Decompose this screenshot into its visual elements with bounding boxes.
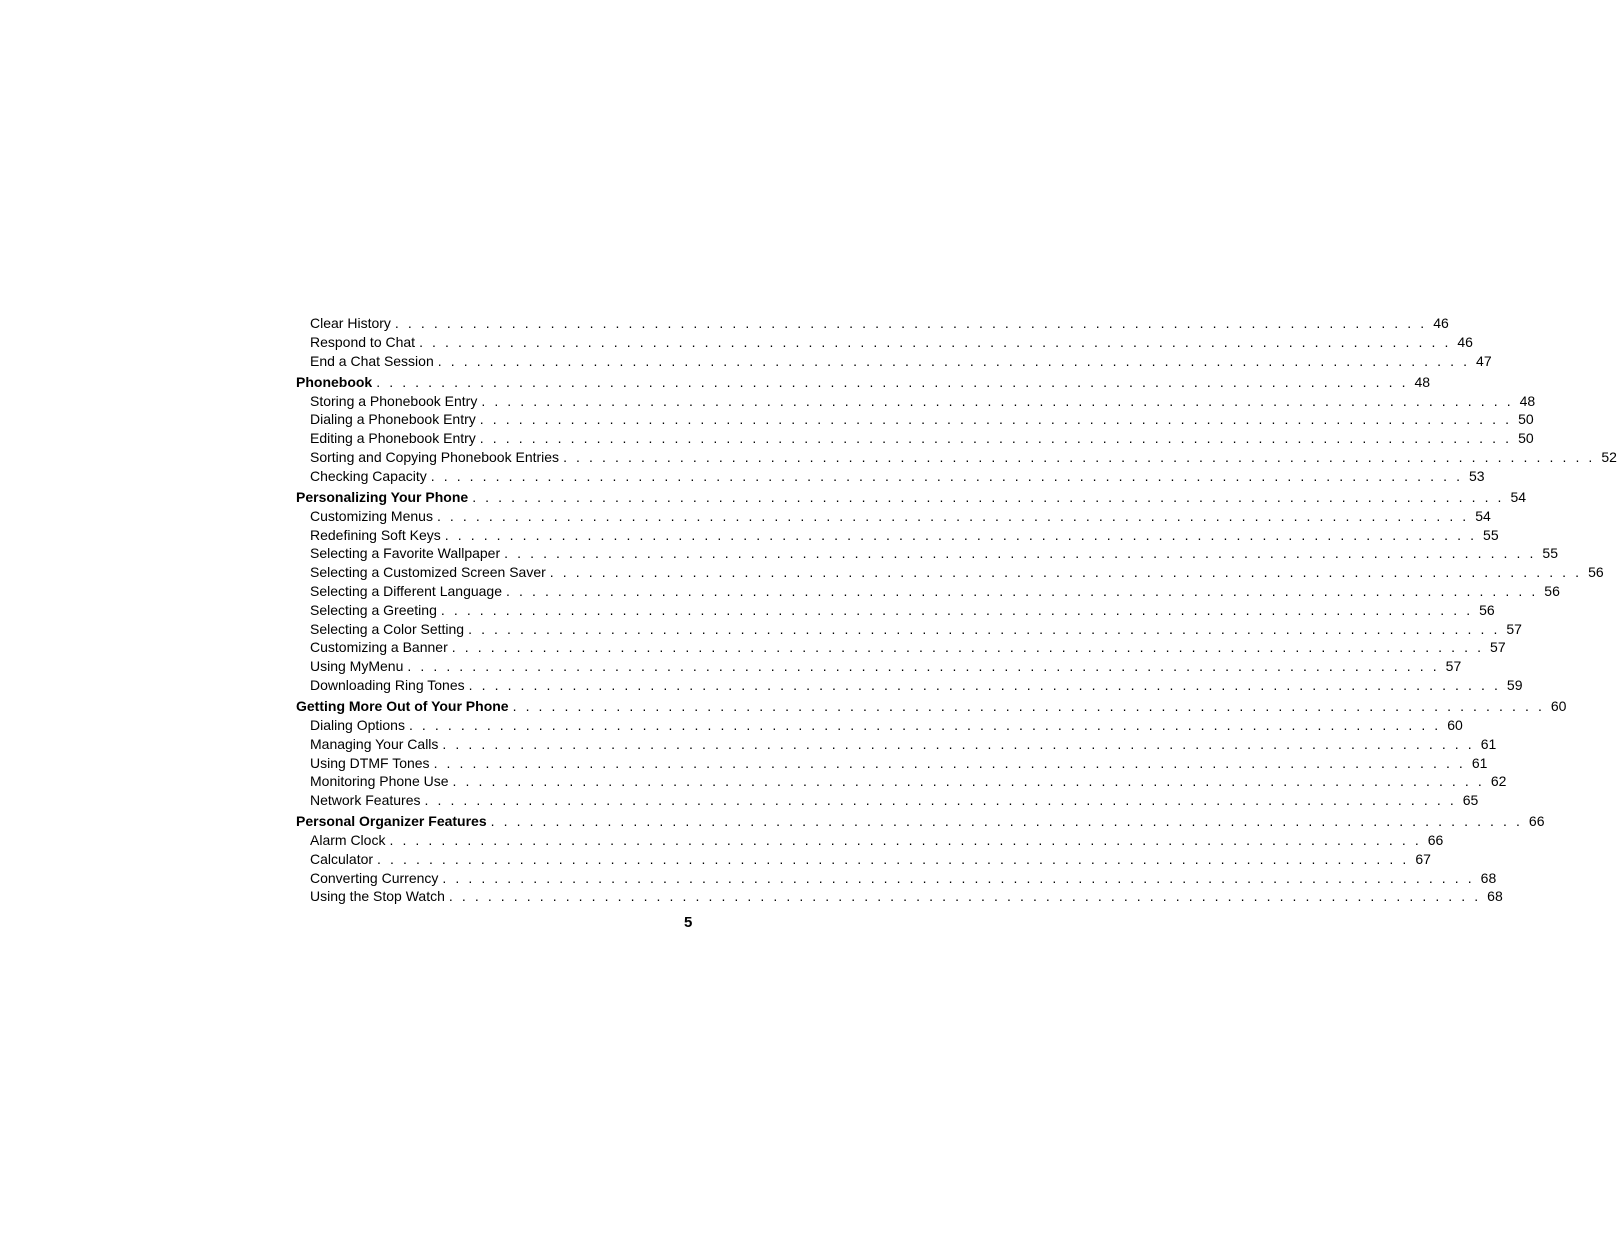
toc-entry-title: Dialing a Phonebook Entry [310,411,476,428]
toc-entry[interactable] [296,467,1485,486]
toc-entry-title: Sorting and Copying Phonebook Entries [310,448,560,465]
toc-entry[interactable] [296,638,1506,657]
toc-entry-page: 68 [1487,888,1503,905]
dot-leader: . . . . . . . . . . . . . . . . . . . . . . . . . . . . . . . . . . . . . . . . . . . . . . . . . . . . . . . . . . . . . . . . . . . . . . . . . . . . . . . . [437,352,1470,369]
toc-entry-page: 60 [1447,716,1463,733]
dot-leader: . . . . . . . . . . . . . . . . . . . . . . . . . . . . . . . . . . . . . . . . . . . . . . . . . . . . . . . . . . . . . . . . . . . . . . . . . . . . . . . . [472,488,1505,505]
toc-entry[interactable] [296,544,1558,563]
toc-entry[interactable] [296,448,1617,467]
table-of-contents [296,314,1617,906]
toc-entry[interactable] [296,735,1497,754]
toc-entry-title: Alarm Clock [310,832,386,849]
toc-entry-page: 48 [1519,392,1536,409]
toc-entry-page: 54 [1510,488,1527,505]
toc-entry-page: 50 [1518,411,1534,428]
toc-entry-title: Selecting a Different Language [310,582,502,599]
dot-leader: . . . . . . . . . . . . . . . . . . . . . . . . . . . . . . . . . . . . . . . . . . . . . . . . . . . . . . . . . . . . . . . . . . . . . . . . . . . . . . . . [436,507,1469,524]
toc-entry-title: Storing a Phonebook Entry [310,392,478,409]
toc-entry-page: 65 [1462,792,1479,809]
toc-entry-page: 55 [1483,526,1499,543]
toc-entry[interactable] [296,887,1503,906]
dot-leader: . . . . . . . . . . . . . . . . . . . . . . . . . . . . . . . . . . . . . . . . . . . . . . . . . . . . . . . . . . . . . . . . . . . . . . . . . . . . . . . . [448,888,1481,905]
dot-leader: . . . . . . . . . . . . . . . . . . . . . . . . . . . . . . . . . . . . . . . . . . . . . . . . . . . . . . . . . . . . . . . . . . . . . . . . . . . . . . . . [433,754,1466,771]
toc-entry[interactable] [296,314,1449,333]
toc-entry-page: 60 [1550,698,1567,715]
toc-entry-page: 62 [1490,773,1507,790]
dot-leader: . . . . . . . . . . . . . . . . . . . . . . . . . . . . . . . . . . . . . . . . . . . . . . . . . . . . . . . . . . . . . . . . . . . . . . . . . . . . . . . . [430,467,1463,484]
toc-entry-title: Using MyMenu [310,658,404,675]
dot-leader: . . . . . . . . . . . . . . . . . . . . . . . . . . . . . . . . . . . . . . . . . . . . . . . . . . . . . . . . . . . . . . . . . . . . . . . . . . . . . . . . [394,315,1427,331]
toc-entry-title: Selecting a Greeting [310,601,437,618]
toc-entry-page: 61 [1471,754,1488,771]
toc-entry-page: 46 [1433,315,1449,331]
toc-entry-title: Redefining Soft Keys [310,526,441,543]
toc-entry-title: Monitoring Phone Use [310,773,449,790]
dot-leader: . . . . . . . . . . . . . . . . . . . . . . . . . . . . . . . . . . . . . . . . . . . . . . . . . . . . . . . . . . . . . . . . . . . . . . . . . . . . . . . . [451,639,1484,656]
toc-entry-page: 61 [1480,735,1497,752]
toc-entry-page: 55 [1542,545,1558,562]
toc-entry-page: 66 [1427,832,1444,849]
toc-entry-title: Managing Your Calls [310,735,439,752]
toc-entry[interactable] [296,772,1507,791]
toc-entry[interactable] [296,676,1523,695]
toc-entry-page: 52 [1601,448,1617,465]
toc-entry-title: Selecting a Customized Screen Saver [310,564,546,581]
dot-leader: . . . . . . . . . . . . . . . . . . . . . . . . . . . . . . . . . . . . . . . . . . . . . . . . . . . . . . . . . . . . . . . . . . . . . . . . . . . . . . . . [506,582,1538,599]
dot-leader: . . . . . . . . . . . . . . . . . . . . . . . . . . . . . . . . . . . . . . . . . . . . . . . . . . . . . . . . . . . . . . . . . . . . . . . . . . . . . . . . [408,716,1441,733]
dot-leader: . . . . . . . . . . . . . . . . . . . . . . . . . . . . . . . . . . . . . . . . . . . . . . . . . . . . . . . . . . . . . . . . . . . . . . . . . . . . . . . . [504,545,1536,562]
toc-entry[interactable] [296,657,1462,676]
toc-entry-title: Downloading Ring Tones [310,676,465,693]
toc-entry-title: Network Features [310,792,421,809]
toc-entry-page: 56 [1588,564,1604,581]
toc-entry[interactable] [296,754,1488,773]
toc-entry-title: Editing a Phonebook Entry [310,430,476,447]
toc-entry[interactable] [296,352,1492,371]
toc-entry-title: Respond to Chat [310,333,416,350]
page-number: 5 [684,914,693,931]
toc-entry-page: 66 [1528,813,1545,830]
toc-entry-page: 59 [1506,676,1523,693]
dot-leader: . . . . . . . . . . . . . . . . . . . . . . . . . . . . . . . . . . . . . . . . . . . . . . . . . . . . . . . . . . . . . . . . . . . . . . . . . . . . . . . . [512,698,1545,715]
toc-entry-title: Personalizing Your Phone [296,488,469,505]
toc-entry-title: Personal Organizer Features [296,813,487,830]
toc-entry-page: 57 [1445,658,1462,675]
toc-entry-page: 67 [1415,850,1431,867]
toc-entry-title: Using the Stop Watch [310,888,445,905]
toc-entry[interactable] [296,620,1522,639]
toc-entry[interactable] [296,392,1536,411]
toc-entry-page: 54 [1475,507,1491,524]
dot-leader: . . . . . . . . . . . . . . . . . . . . . . . . . . . . . . . . . . . . . . . . . . . . . . . . . . . . . . . . . . . . . . . . . . . . . . . . . . . . . . . . [389,832,1422,849]
toc-entry-page: 68 [1480,869,1497,886]
dot-leader: . . . . . . . . . . . . . . . . . . . . . . . . . . . . . . . . . . . . . . . . . . . . . . . . . . . . . . . . . . . . . . . . . . . . . . . . . . . . . . . . [424,792,1457,809]
toc-entry-title: Customizing a Banner [310,639,448,656]
toc-entry-page: 48 [1414,373,1431,390]
toc-entry[interactable] [296,563,1604,582]
dot-leader: . . . . . . . . . . . . . . . . . . . . . . . . . . . . . . . . . . . . . . . . . . . . . . . . . . . . . . . . . . . . . . . . . . . . . . . . . . . . . . . . [452,773,1485,790]
dot-leader: . . . . . . . . . . . . . . . . . . . . . . . . . . . . . . . . . . . . . . . . . . . . . . . . . . . . . . . . . . . . . . . . . . . . . . . . . . . . . . . . [442,735,1475,752]
toc-entry[interactable] [296,601,1495,620]
toc-section-heading[interactable] [296,488,1527,507]
toc-entry[interactable] [296,507,1491,526]
dot-leader: . . . . . . . . . . . . . . . . . . . . . . . . . . . . . . . . . . . . . . . . . . . . . . . . . . . . . . . . . . . . . . . . . . . . . . . . . . . . . . . . [563,448,1595,465]
toc-entry-title: Calculator [310,850,374,867]
toc-section-heading[interactable] [296,697,1567,716]
toc-entry-title: Checking Capacity [310,467,427,484]
toc-entry-page: 53 [1469,467,1485,484]
toc-entry-title: End a Chat Session [310,352,434,369]
toc-entry-page: 50 [1518,430,1534,447]
toc-entry-title: Clear History [310,315,391,331]
dot-leader: . . . . . . . . . . . . . . . . . . . . . . . . . . . . . . . . . . . . . . . . . . . . . . . . . . . . . . . . . . . . . . . . . . . . . . . . . . . . . . . . [468,620,1500,637]
dot-leader: . . . . . . . . . . . . . . . . . . . . . . . . . . . . . . . . . . . . . . . . . . . . . . . . . . . . . . . . . . . . . . . . . . . . . . . . . . . . . . . . [407,658,1440,675]
toc-entry-page: 56 [1544,582,1560,599]
toc-entry[interactable] [296,850,1431,869]
dot-leader: . . . . . . . . . . . . . . . . . . . . . . . . . . . . . . . . . . . . . . . . . . . . . . . . . . . . . . . . . . . . . . . . . . . . . . . . . . . . . . . . [442,869,1475,886]
toc-entry-page: 57 [1490,639,1506,656]
toc-entry[interactable] [296,869,1497,888]
dot-leader: . . . . . . . . . . . . . . . . . . . . . . . . . . . . . . . . . . . . . . . . . . . . . . . . . . . . . . . . . . . . . . . . . . . . . . . . . . . . . . . . [468,676,1501,693]
toc-entry[interactable] [296,582,1560,601]
dot-leader: . . . . . . . . . . . . . . . . . . . . . . . . . . . . . . . . . . . . . . . . . . . . . . . . . . . . . . . . . . . . . . . . . . . . . . . . . . . . . . . . [444,526,1477,543]
toc-section-heading[interactable] [296,373,1431,392]
toc-entry-page: 56 [1479,601,1495,618]
toc-entry[interactable] [296,333,1473,352]
toc-entry-title: Customizing Menus [310,507,433,524]
toc-entry[interactable] [296,831,1444,850]
dot-leader: . . . . . . . . . . . . . . . . . . . . . . . . . . . . . . . . . . . . . . . . . . . . . . . . . . . . . . . . . . . . . . . . . . . . . . . . . . . . . . . . [376,373,1409,390]
toc-entry[interactable] [296,791,1479,810]
toc-entry-title: Phonebook [296,373,373,390]
dot-leader: . . . . . . . . . . . . . . . . . . . . . . . . . . . . . . . . . . . . . . . . . . . . . . . . . . . . . . . . . . . . . . . . . . . . . . . . . . . . . . . . [479,430,1512,447]
toc-entry[interactable] [296,716,1463,735]
dot-leader: . . . . . . . . . . . . . . . . . . . . . . . . . . . . . . . . . . . . . . . . . . . . . . . . . . . . . . . . . . . . . . . . . . . . . . . . . . . . . . . . [481,392,1514,409]
dot-leader: . . . . . . . . . . . . . . . . . . . . . . . . . . . . . . . . . . . . . . . . . . . . . . . . . . . . . . . . . . . . . . . . . . . . . . . . . . . . . . . . [419,333,1451,350]
toc-entry-page: 46 [1457,333,1473,350]
toc-section-heading[interactable] [296,812,1545,831]
toc-entry-page: 47 [1476,352,1492,369]
toc-entry-title: Selecting a Favorite Wallpaper [310,545,501,562]
toc-entry[interactable] [296,410,1534,429]
toc-entry[interactable] [296,429,1534,448]
dot-leader: . . . . . . . . . . . . . . . . . . . . . . . . . . . . . . . . . . . . . . . . . . . . . . . . . . . . . . . . . . . . . . . . . . . . . . . . . . . . . . . . [377,850,1409,867]
toc-entry-title: Dialing Options [310,716,405,733]
dot-leader: . . . . . . . . . . . . . . . . . . . . . . . . . . . . . . . . . . . . . . . . . . . . . . . . . . . . . . . . . . . . . . . . . . . . . . . . . . . . . . . . [549,564,1582,581]
dot-leader: . . . . . . . . . . . . . . . . . . . . . . . . . . . . . . . . . . . . . . . . . . . . . . . . . . . . . . . . . . . . . . . . . . . . . . . . . . . . . . . . [490,813,1523,830]
dot-leader: . . . . . . . . . . . . . . . . . . . . . . . . . . . . . . . . . . . . . . . . . . . . . . . . . . . . . . . . . . . . . . . . . . . . . . . . . . . . . . . . [479,411,1512,428]
dot-leader: . . . . . . . . . . . . . . . . . . . . . . . . . . . . . . . . . . . . . . . . . . . . . . . . . . . . . . . . . . . . . . . . . . . . . . . . . . . . . . . . [440,601,1473,618]
toc-entry-page: 57 [1506,620,1522,637]
toc-entry-title: Using DTMF Tones [310,754,430,771]
toc-entry-title: Getting More Out of Your Phone [296,698,509,715]
toc-entry-title: Selecting a Color Setting [310,620,465,637]
toc-entry[interactable] [296,526,1499,545]
toc-entry-title: Converting Currency [310,869,439,886]
